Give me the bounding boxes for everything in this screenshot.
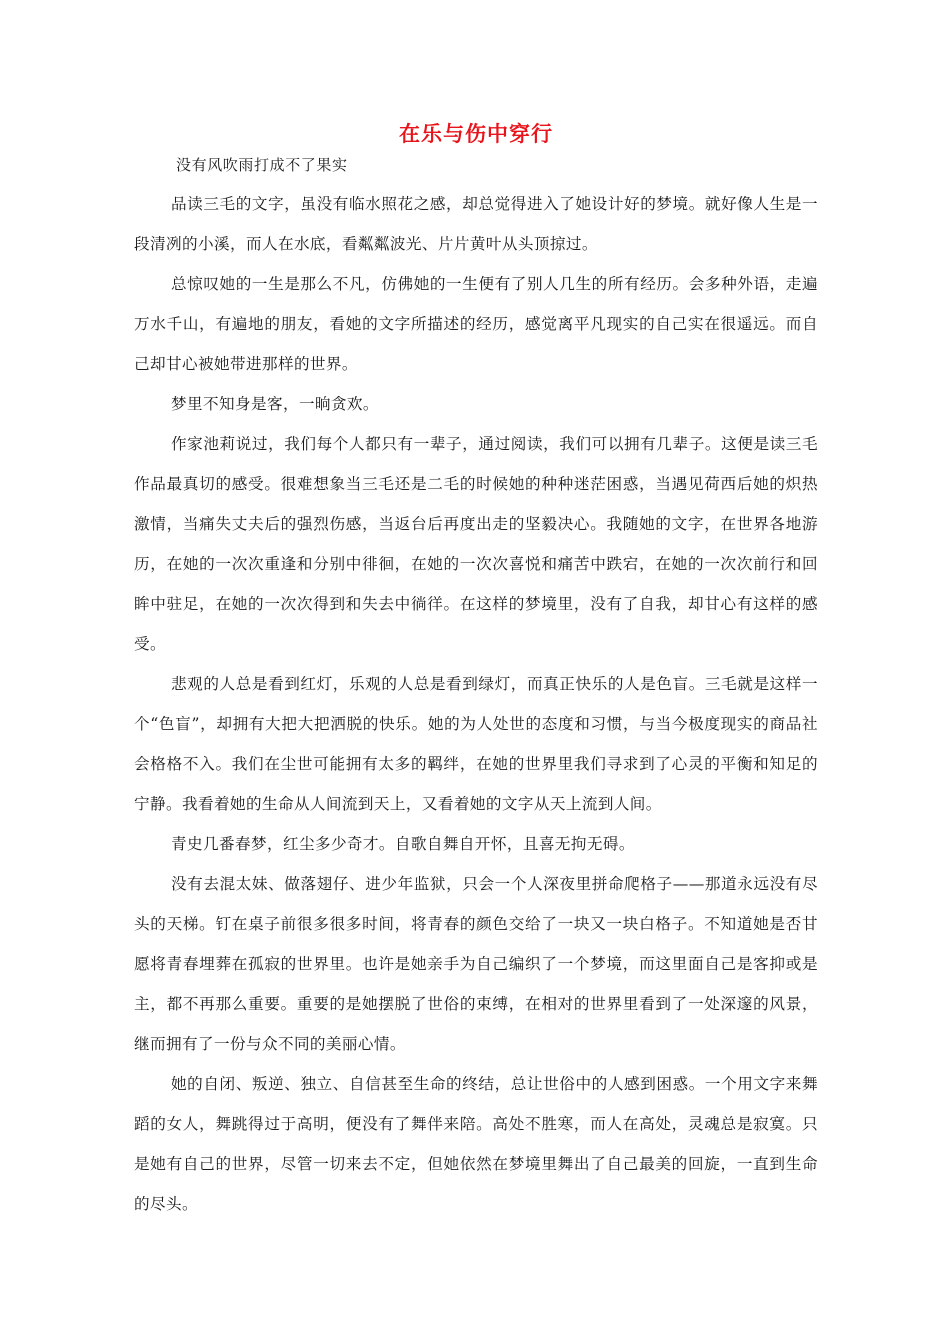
paragraph-7: 没有去混太妹、做落翅仔、进少年监狱，只会一个人深夜里拼命爬格子——那道永远没有尽头的天梯。钉在桌子前很多很多时间，将青春的颜色交给了一块又一块白格子。不知道她是否甘愿将青春埋葬在孤寂的世界里。也许是她亲手为自己编织了一个梦境，而这里面自己是客抑或是主，都不再那么重要。重要的是她摆脱了世俗的束缚，在相对的世界里看到了一处深邃的风景，继而拥有了一份与众不同的美丽心情。 bbox=[134, 875, 818, 1053]
document-page bbox=[134, 118, 818, 1224]
paragraph-3: 梦里不知身是客，一晌贪欢。 bbox=[171, 395, 379, 413]
subtitle: 没有风吹雨打成不了果实 bbox=[176, 156, 348, 174]
paragraph-2: 总惊叹她的一生是那么不凡，仿佛她的一生便有了别人几生的所有经历。会多种外语，走遍万水千山，有遍地的朋友，看她的文字所描述的经历，感觉离平凡现实的自己实在很遥远。而自己却甘心被她带进那样的世界。 bbox=[134, 275, 818, 373]
paragraph-8: 她的自闭、叛逆、独立、自信甚至生命的终结，总让世俗中的人感到困惑。一个用文字来舞蹈的女人，舞跳得过于高明，便没有了舞伴来陪。高处不胜寒，而人在高处，灵魂总是寂寞。只是她有自己的世界，尽管一切来去不定，但她依然在梦境里舞出了自己最美的回旋，一直到生命的尽头。 bbox=[134, 1075, 818, 1213]
page-title: 在乐与伤中穿行 bbox=[399, 122, 553, 146]
paragraph-1: 品读三毛的文字，虽没有临水照花之感，却总觉得进入了她设计好的梦境。就好像人生是一段清冽的小溪，而人在水底，看粼粼波光、片片黄叶从头顶掠过。 bbox=[134, 195, 818, 253]
paragraph-5: 悲观的人总是看到红灯，乐观的人总是看到绿灯，而真正快乐的人是色盲。三毛就是这样一个“色盲”，却拥有大把大把洒脱的快乐。她的为人处世的态度和习惯，与当今极度现实的商品社会格格不入。我们在尘世可能拥有太多的羁绊，在她的世界里我们寻求到了心灵的平衡和知足的宁静。我看着她的生命从人间流到天上，又看着她的文字从天上流到人间。 bbox=[134, 675, 818, 813]
paragraph-6: 青史几番春梦，红尘多少奇才。自歌自舞自开怀，且喜无拘无碍。 bbox=[171, 835, 635, 853]
paragraph-4: 作家池莉说过，我们每个人都只有一辈子，通过阅读，我们可以拥有几辈子。这便是读三毛作品最真切的感受。很难想象当三毛还是二毛的时候她的种种迷茫困惑，当遇见荷西后她的炽热激情，当痛失丈夫后的强烈伤感，当返台后再度出走的坚毅决心。我随她的文字，在世界各地游历，在她的一次次重逢和分别中徘徊，在她的一次次喜悦和痛苦中跌宕，在她的一次次前行和回眸中驻足，在她的一次次得到和失去中徜徉。在这样的梦境里，没有了自我，却甘心有这样的感受。 bbox=[134, 435, 818, 653]
